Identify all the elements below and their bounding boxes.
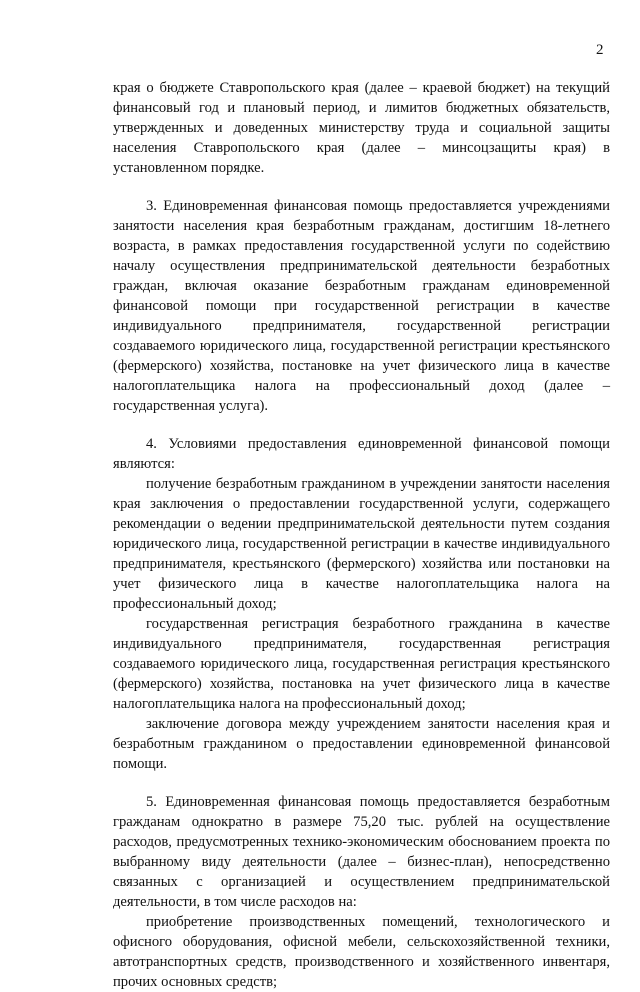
paragraph-5-item-1: приобретение производственных помещений, технологического и офисного оборудования, офисной мебели, сельскохозяйственной техники, автотранспортных средств, производственного и хозяйственного инвентаря, прочих основных средств; xyxy=(113,914,610,990)
paragraph-4-item-3: заключение договора между учреждением занятости населения края и безработным гражданином о предоставлении единовременной финансовой помощи. xyxy=(113,716,610,772)
paragraph-4: 4. Условиями предоставления единовременной финансовой помощи являются: xyxy=(113,436,610,472)
paragraph-budget-continuation: края о бюджете Ставропольского края (далее – краевой бюджет) на текущий финансовый год и плановый период, и лимитов бюджетных обязательств, утвержденных и доведенных министерству труда и социальной защиты населения Ставропольского края (далее – минсоцзащиты края) в установленном порядке. xyxy=(113,80,610,176)
paragraph-4-item-1: получение безработным гражданином в учреждении занятости населения края заключения о предоставлении государственной услуги, содержащего рекомендации о ведении предпринимательской деятельности путем создания юридического лица, государственной регистрации в качестве индивидуального предпринимателя, крестьянского (фермерского) хозяйства или постановки на учет физического лица в качестве налогоплательщика налога на профессиональный доход; xyxy=(113,476,610,612)
paragraph-5: 5. Единовременная финансовая помощь предоставляется безработным гражданам однократно в размере 75,20 тыс. рублей на осуществление расходов, предусмотренных технико-экономическим обоснованием проекта по выбранному виду деятельности (далее – бизнес-план), непосредственно связанных с организацией и осуществлением предпринимательской деятельности, в том числе расходов на: xyxy=(113,794,610,910)
document-body xyxy=(113,78,610,992)
paragraph-3: 3. Единовременная финансовая помощь предоставляется учреждениями занятости населения края безработным гражданам, достигшим 18-летнего возраста, в рамках предоставления государственной услуги по содействию началу осуществления предпринимательской деятельности безработных граждан, включая оказание безработным гражданам единовременной финансовой помощи при государственной регистрации в качестве индивидуального предпринимателя, государственной регистрации создаваемого юридического лица, государственной регистрации крестьянского (фермерского) хозяйства, постановке на учет физического лица в качестве налогоплательщика налога на профессиональный доход (далее – государственная услуга). xyxy=(113,198,610,414)
page-number: 2 xyxy=(596,42,604,58)
paragraph-4-item-2: государственная регистрация безработного гражданина в качестве индивидуального предпринимателя, государственная регистрация создаваемого юридического лица, государственная регистрация крестьянского (фермерского) хозяйства, постановка на учет физического лица в качестве налогоплательщика налога на профессиональный доход; xyxy=(113,616,610,712)
